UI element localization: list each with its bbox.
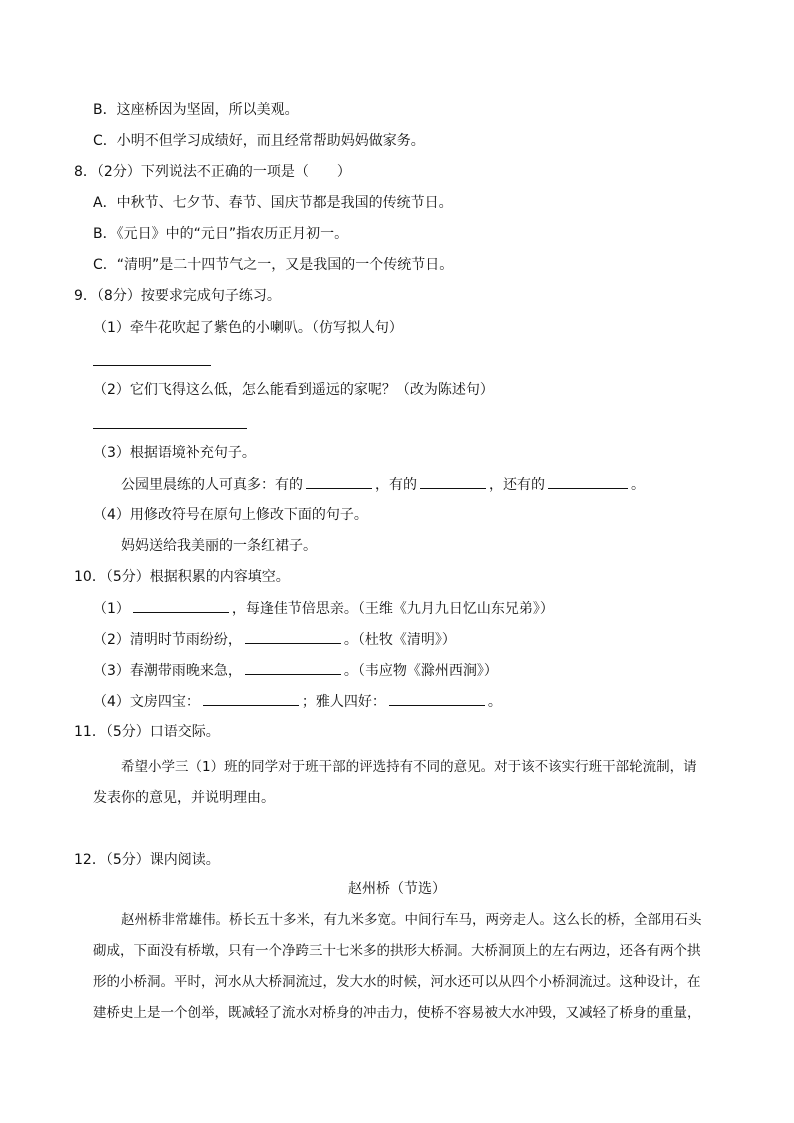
q10-line-4 xyxy=(93,691,502,712)
q8-option-b: B．《元日》中的“元日”指农历正月初一。 xyxy=(93,226,349,242)
q9-part3-sentence xyxy=(121,474,645,495)
q9-part3-text-b: ，有的 xyxy=(375,477,417,493)
q10-line-3-prefix: （3）春潮带雨晚来急， xyxy=(93,663,242,679)
q9-blank-2[interactable] xyxy=(420,474,486,489)
q9-part2: （2）它们飞得这么低，怎么能看到遥远的家呢？（改为陈述句） xyxy=(93,382,494,398)
q10-blank-5[interactable] xyxy=(389,691,485,706)
q10-stem: 10．（5分）根据积累的内容填空。 xyxy=(74,569,290,585)
q10-line-4-prefix: （4）文房四宝： xyxy=(93,694,200,710)
q12-passage-line-4: 建桥史上是一个创举，既减轻了流水对桥身的冲击力，使桥不容易被大水冲毁，又减轻了桥身的重量， xyxy=(93,1005,701,1021)
q10-blank-4[interactable] xyxy=(203,691,299,706)
q10-line-3-suffix: 。（韦应物《滁州西涧》） xyxy=(343,663,498,679)
q9-blank-1[interactable] xyxy=(306,474,372,489)
q10-line-1-prefix: （1） xyxy=(93,601,130,617)
q11-prompt-line-2: 发表你的意见，并说明理由。 xyxy=(93,790,275,806)
q11-stem: 11．（5分）口语交际。 xyxy=(74,724,220,740)
q9-part3-text-a: 公园里晨练的人可真多：有的 xyxy=(121,477,303,493)
q9-part3-text-c: ，还有的 xyxy=(489,477,545,493)
q7-option-c: C．小明不但学习成绩好，而且经常帮助妈妈做家务。 xyxy=(93,133,425,149)
q9-part3-text-d: 。 xyxy=(631,477,645,493)
q10-line-4-suffix: 。 xyxy=(487,694,502,710)
q9-part2-answer-line[interactable] xyxy=(93,428,247,429)
q10-blank-2[interactable] xyxy=(245,629,341,644)
q10-line-3 xyxy=(93,660,498,681)
q10-line-2-prefix: （2）清明时节雨纷纷， xyxy=(93,632,242,648)
q7-option-b: B．这座桥因为坚固，所以美观。 xyxy=(93,102,299,118)
q10-line-2 xyxy=(93,629,456,650)
q10-line-4-middle: ；雅人四好： xyxy=(301,694,386,710)
q12-passage-line-2: 砌成，下面没有桥墩，只有一个净跨三十七米多的拱形大桥洞。大桥洞顶上的左右两边，还各有两个拱 xyxy=(93,943,701,959)
q9-blank-3[interactable] xyxy=(548,474,628,489)
q9-part4-sentence: 妈妈送给我美丽的一条红裙子。 xyxy=(121,538,317,554)
q11-prompt-line-1: 希望小学三（1）班的同学对于班干部的评选持有不同的意见。对于该不该实行班干部轮流制，请 xyxy=(121,759,697,775)
q10-line-1-suffix: ，每逢佳节倍思亲。（王维《九月九日忆山东兄弟》） xyxy=(231,601,554,617)
q8-stem: 8．（2分）下列说法不正确的一项是（ ） xyxy=(74,164,351,180)
q9-part3: （3）根据语境补充句子。 xyxy=(93,445,256,461)
q12-passage-line-3: 形的小桥洞。平时，河水从大桥洞流过，发大水的时候，河水还可以从四个小桥洞流过。这种设计，在 xyxy=(93,974,701,990)
q8-option-a: A．中秋节、七夕节、春节、国庆节都是我国的传统节日。 xyxy=(93,195,453,211)
q10-line-2-suffix: 。（杜牧《清明》） xyxy=(343,632,456,648)
q10-line-1 xyxy=(93,598,554,619)
q10-blank-3[interactable] xyxy=(245,660,341,675)
q9-part1: （1）牵牛花吹起了紫色的小喇叭。（仿写拟人句） xyxy=(93,320,403,336)
q12-stem: 12．（5分）课内阅读。 xyxy=(74,852,220,868)
q9-part4: （4）用修改符号在原句上修改下面的句子。 xyxy=(93,507,368,523)
q9-part1-answer-line[interactable] xyxy=(93,365,211,366)
q12-passage-line-1: 赵州桥非常雄伟。桥长五十多米，有九米多宽。中间行车马，两旁走人。这么长的桥，全部用石头 xyxy=(121,912,702,928)
q9-stem: 9．（8分）按要求完成句子练习。 xyxy=(74,288,281,304)
q12-passage-title: 赵州桥（节选） xyxy=(348,881,446,897)
q8-option-c: C．“清明”是二十四节气之一，又是我国的一个传统节日。 xyxy=(93,257,454,273)
q10-blank-1[interactable] xyxy=(133,598,229,613)
